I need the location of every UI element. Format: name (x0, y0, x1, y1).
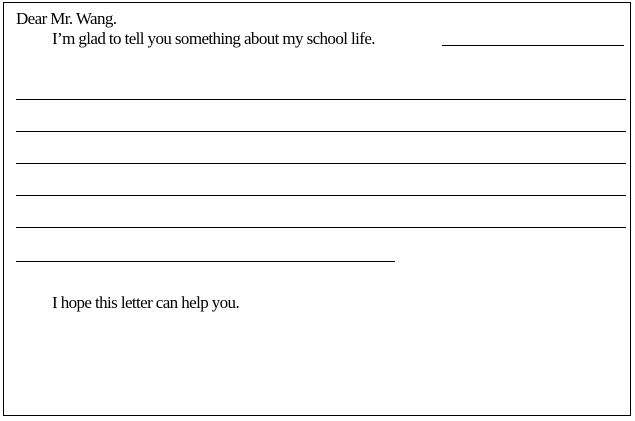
letter-closing-line: I hope this letter can help you. (52, 293, 240, 312)
letter-opening-line: I’m glad to tell you something about my school life. (52, 29, 375, 48)
writing-blank-line[interactable] (16, 261, 395, 262)
writing-blank-line[interactable] (16, 99, 626, 100)
letter-salutation: Dear Mr. Wang. (16, 9, 117, 28)
writing-blank-line[interactable] (442, 45, 624, 46)
letter-frame (3, 2, 631, 416)
writing-blank-line[interactable] (16, 227, 626, 228)
writing-blank-line[interactable] (16, 131, 626, 132)
writing-blank-line[interactable] (16, 163, 626, 164)
writing-blank-line[interactable] (16, 195, 626, 196)
